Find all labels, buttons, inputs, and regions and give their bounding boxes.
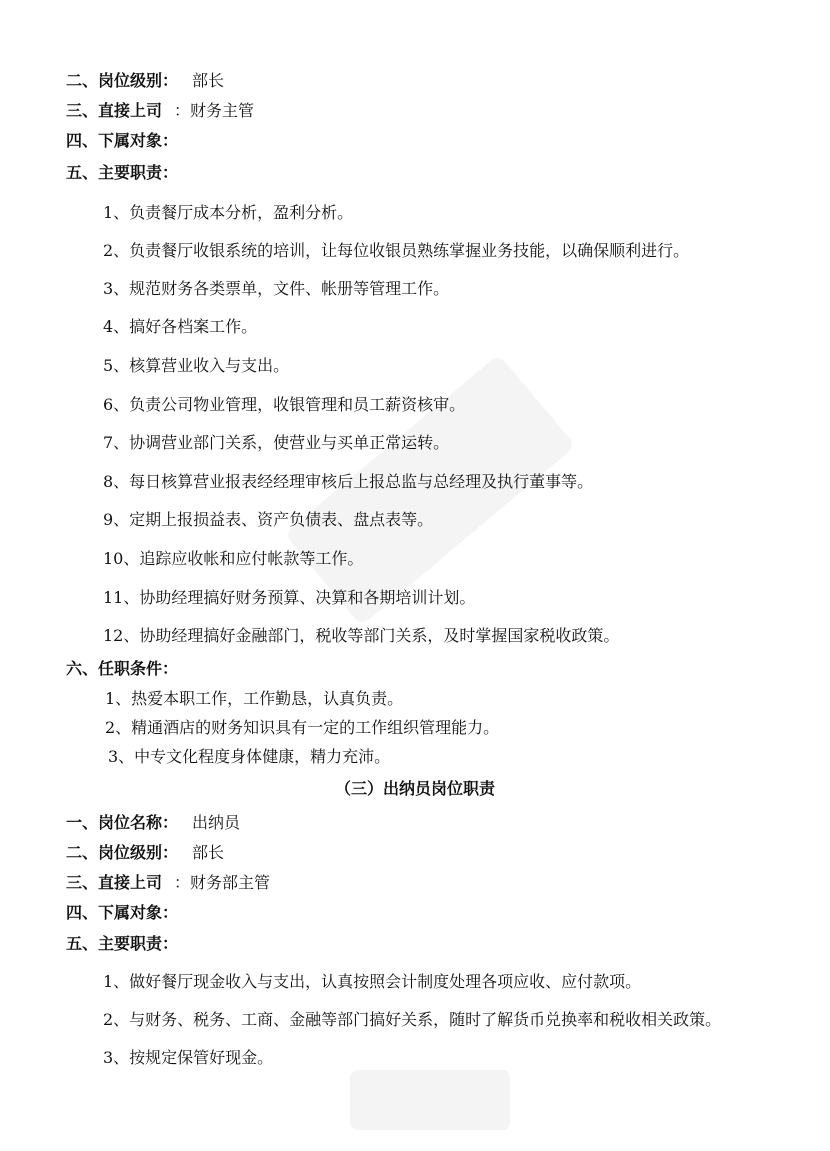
duties-heading: 五、主要职责： [66, 163, 179, 182]
requirements-heading: 六、任职条件： [66, 659, 179, 678]
name-label: 一、岗位名称： [66, 813, 179, 832]
duty-item: 3、规范财务各类票单，文件、帐册等管理工作。 [103, 279, 450, 298]
duty-item: 12、协助经理搞好金融部门，税收等部门关系，及时掌握国家税收政策。 [103, 626, 620, 645]
boss-label-b: 三、直接上司 [66, 873, 163, 892]
boss-value-b: ：财务部主管 [174, 873, 271, 892]
requirement-item: 1、热爱本职工作，工作勤恳，认真负责。 [105, 689, 404, 708]
requirement-item: 3、中专文化程度身体健康，精力充沛。 [108, 747, 391, 766]
duty-item: 5、核算营业收入与支出。 [103, 356, 290, 375]
subordinate-heading-b: 四、下属对象： [66, 903, 179, 922]
duty-item: 11、协助经理搞好财务预算、决算和各期培训计划。 [103, 588, 476, 607]
duty-item: 2、负责餐厅收银系统的培训，让每位收银员熟练掌握业务技能，以确保顺利进行。 [103, 241, 690, 260]
duty-item-b: 3、按规定保管好现金。 [103, 1048, 274, 1067]
requirement-item: 2、精通酒店的财务知识具有一定的工作组织管理能力。 [105, 718, 500, 737]
duty-item: 6、负责公司物业管理，收银管理和员工薪资核审。 [103, 395, 466, 414]
duty-item: 10、追踪应收帐和应付帐款等工作。 [103, 549, 364, 568]
level-label-b: 二、岗位级别： [66, 843, 179, 862]
section-title: （三）出纳员岗位职责 [334, 779, 495, 798]
level-heading [0, 66, 830, 96]
duty-item-b: 2、与财务、税务、工商、金融等部门搞好关系，随时了解货币兑换率和税收相关政策。 [103, 1010, 722, 1029]
duties-heading-b: 五、主要职责： [66, 934, 179, 953]
level-label: 二、岗位级别： [66, 71, 179, 90]
level-value: 部长 [192, 71, 225, 90]
boss-heading-b [0, 868, 830, 898]
duty-item: 9、定期上报损益表、资产负债表、盘点表等。 [103, 510, 434, 529]
boss-value: ：财务主管 [174, 101, 255, 120]
boss-heading [0, 96, 830, 126]
name-value: 出纳员 [192, 813, 241, 832]
level-heading-b [0, 838, 830, 868]
duty-item: 4、搞好各档案工作。 [103, 317, 258, 336]
duty-item: 7、协调营业部门关系，使营业与买单正常运转。 [103, 433, 450, 452]
level-value-b: 部长 [192, 843, 225, 862]
duty-item: 8、每日核算营业报表经经理审核后上报总监与总经理及执行董事等。 [103, 472, 594, 491]
boss-label: 三、直接上司 [66, 101, 163, 120]
name-heading [0, 808, 830, 838]
duty-item-b: 1、做好餐厅现金收入与支出，认真按照会计制度处理各项应收、应付款项。 [103, 972, 642, 991]
subordinate-heading: 四、下属对象： [66, 131, 179, 150]
duty-item: 1、负责餐厅成本分析，盈利分析。 [103, 203, 354, 222]
